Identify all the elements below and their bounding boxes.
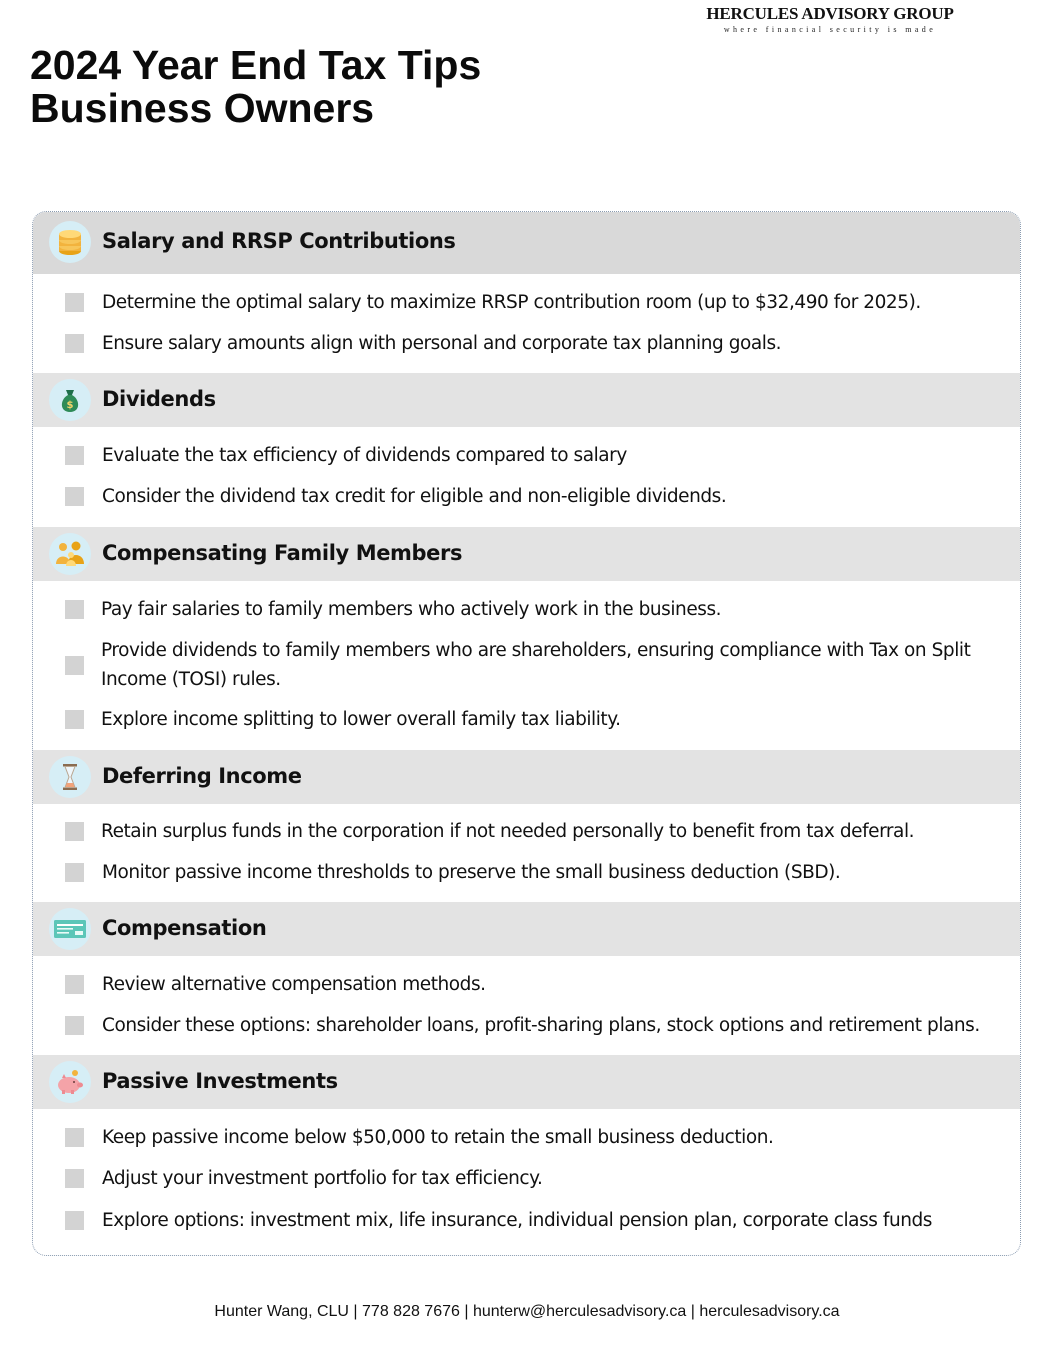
item-text: Determine the optimal salary to maximize RRSP contribution room (up to $32,490 for 2025). [102, 292, 921, 313]
tips-card [32, 211, 1021, 1256]
section-title: Compensating Family Members [102, 541, 463, 565]
item-text: Consider the dividend tax credit for eligible and non-eligible dividends. [102, 486, 727, 507]
contact-footer: Hunter Wang, CLU | 778 828 7676 | hunterw@herculesadvisory.ca | herculesadvisory.ca [214, 1303, 840, 1320]
section-header-family [33, 527, 1020, 581]
coins-icon [49, 221, 91, 263]
checkbox[interactable] [65, 1169, 84, 1188]
brand-tagline: where financial security is made [723, 25, 937, 34]
item-text: Keep passive income below $50,000 to retain the small business deduction. [102, 1127, 774, 1148]
family-icon [49, 533, 91, 575]
section-header-dividends [33, 373, 1020, 427]
item-text: Evaluate the tax efficiency of dividends compared to salary [102, 445, 627, 466]
section-header-salary-rrsp [33, 212, 1020, 274]
checkbox[interactable] [65, 446, 84, 465]
item-text: Retain surplus funds in the corporation if not needed personally to benefit from tax deferral. [101, 821, 915, 842]
section-header-passive-investments [33, 1055, 1020, 1109]
section-header-deferring-income [33, 750, 1020, 804]
item-text: Explore income splitting to lower overall family tax liability. [101, 709, 621, 730]
item-text: Ensure salary amounts align with personal and corporate tax planning goals. [102, 333, 782, 354]
checkbox[interactable] [65, 600, 84, 619]
checkbox[interactable] [65, 293, 84, 312]
item-text: Consider these options: shareholder loans, profit-sharing plans, stock options and retirement plans. [102, 1015, 980, 1036]
item-text: Pay fair salaries to family members who actively work in the business. [101, 599, 722, 620]
checkbox[interactable] [65, 863, 84, 882]
page-title-line-2: Business Owners [30, 85, 375, 131]
piggy-bank-icon [49, 1061, 91, 1103]
page-title [30, 44, 481, 130]
section-title: Dividends [102, 387, 216, 411]
money-bag-icon [49, 379, 91, 421]
section-title: Salary and RRSP Contributions [102, 229, 456, 253]
checkbox[interactable] [65, 1016, 84, 1035]
section-title: Deferring Income [102, 764, 302, 788]
item-text: Explore options: investment mix, life insurance, individual pension plan, corporate class funds [102, 1210, 932, 1231]
checkbox[interactable] [65, 1128, 84, 1147]
brand-name: HERCULES ADVISORY GROUP [706, 4, 954, 23]
section-title: Passive Investments [102, 1069, 338, 1093]
item-text: Monitor passive income thresholds to preserve the small business deduction (SBD). [102, 862, 841, 883]
checkbox[interactable] [65, 1211, 84, 1230]
section-header-compensation [33, 902, 1020, 956]
brand-logo [690, 4, 970, 34]
svg-text:$: $ [66, 400, 74, 411]
page-title-line-1: 2024 Year End Tax Tips [30, 42, 482, 88]
checkbox[interactable] [65, 975, 84, 994]
cheque-icon [49, 908, 91, 950]
checkbox[interactable] [65, 822, 84, 841]
checkbox[interactable] [65, 710, 84, 729]
item-text: Review alternative compensation methods. [102, 974, 486, 995]
item-text: Adjust your investment portfolio for tax efficiency. [102, 1168, 543, 1189]
checkbox[interactable] [65, 656, 84, 675]
section-title: Compensation [102, 916, 267, 940]
hourglass-icon [49, 756, 91, 798]
checkbox[interactable] [65, 334, 84, 353]
checkbox[interactable] [65, 487, 84, 506]
item-text: Provide dividends to family members who are shareholders, ensuring compliance with Tax on Split Income (TOSI) rules. [101, 640, 971, 690]
